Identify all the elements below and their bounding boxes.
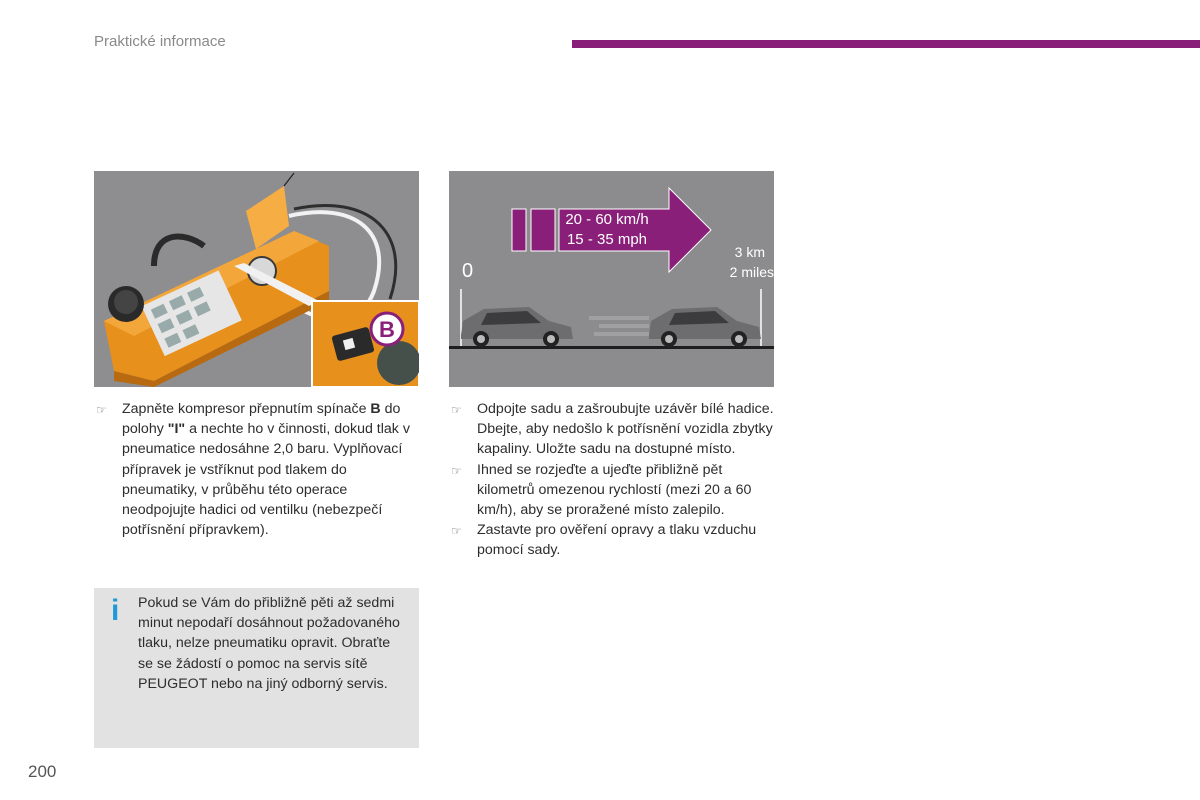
- step-text: Zastavte pro ověření opravy a tlaku vzduchu pomocí sady.: [477, 522, 757, 559]
- step-text: Dbejte, aby nedošlo k potřísnění vozidla zbytky kapaliny. Uložte sadu na dostupné místo.: [477, 421, 773, 458]
- switch-b-label: B: [379, 317, 395, 342]
- step-text: a nechte ho v činnosti, dokud tlak v pneumatice nedosáhne 2,0 baru. Vyplňovací přípravek je vstříknut pod tlakem do pneumatiky, v průběhu této operace neodpojujte hadici od ventilku (nebezpečí potřísnění přípravkem).: [122, 421, 410, 539]
- info-text: Pokud se Vám do přibližně pěti až sedmi minut nepodaří dosáhnout požadovaného tlaku, nelze pneumatiku opravit. Obraťte se se žádostí o pomoc na servis sítě PEUGEOT nebo na jiný odborný servis.: [138, 595, 400, 692]
- page-number: 200: [28, 762, 57, 781]
- steps-right: [451, 399, 781, 561]
- speed-mph-label: 15 - 35 mph: [566, 231, 648, 248]
- list-item: [451, 460, 781, 521]
- switch-position: "I": [167, 421, 186, 438]
- list-item: [96, 399, 421, 540]
- start-label: 0: [462, 260, 474, 282]
- list-item: [451, 520, 781, 560]
- info-icon: i: [111, 594, 120, 627]
- distance-miles-label: 2 miles: [729, 264, 774, 280]
- distance-km-label: 3 km: [734, 244, 765, 260]
- step-text: Zapněte kompresor přepnutím spínače: [122, 401, 371, 417]
- switch-label: B: [370, 401, 381, 417]
- steps-left: [96, 399, 421, 540]
- info-box: [94, 588, 419, 748]
- repair-kit-illustration: [94, 171, 419, 387]
- step-text: do polohy: [122, 401, 401, 438]
- hand-pointer-icon: ☞: [451, 463, 462, 478]
- hand-pointer-icon: ☞: [451, 524, 462, 539]
- list-item: [451, 399, 781, 460]
- hand-pointer-icon: ☞: [451, 403, 462, 417]
- step-text: Ihned se rozjeďte a ujeďte přibližně pět kilometrů omezenou rychlostí (mezi 20 a 60 km/h), aby se proražené místo zalepilo.: [477, 461, 752, 519]
- hand-pointer-icon: ☞: [96, 403, 107, 417]
- section-title: Praktické informace: [94, 33, 226, 50]
- speed-kmh-label: 20 - 60 km/h: [565, 211, 649, 228]
- header-accent-bar: [572, 40, 1200, 48]
- drive-illustration: [449, 171, 774, 387]
- step-text: Odpojte sadu a zašroubujte uzávěr bílé hadice.: [477, 401, 774, 417]
